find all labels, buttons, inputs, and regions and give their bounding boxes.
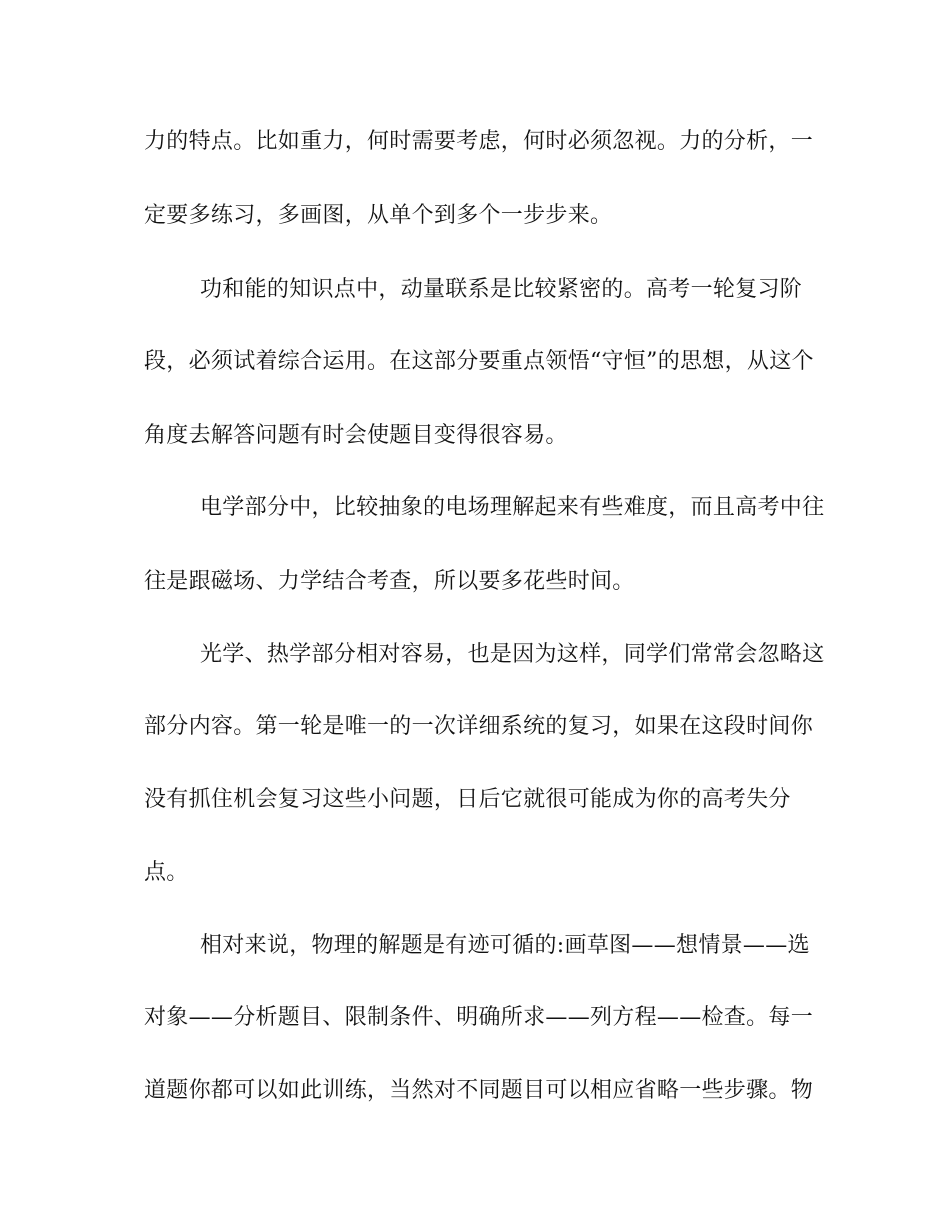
text-line: 对象——分析题目、限制条件、明确所求——列方程——检查。每一: [144, 1005, 814, 1030]
text-line: 部分内容。第一轮是唯一的一次详细系统的复习，如果在这段时间你: [144, 714, 814, 739]
paragraph-start-line: 电学部分中，比较抽象的电场理解起来有些难度，而且高考中往: [200, 495, 825, 520]
text-line: 点。: [144, 860, 189, 885]
text-line: 力的特点。比如重力，何时需要考虑，何时必须忽视。力的分析，一: [144, 129, 814, 154]
text-line: 没有抓住机会复习这些小问题，日后它就很可能成为你的高考失分: [144, 787, 791, 812]
paragraph-start-line: 光学、热学部分相对容易，也是因为这样，同学们常常会忽略这: [200, 642, 825, 667]
text-line: 定要多练习，多画图，从单个到多个一步步来。: [144, 203, 613, 228]
paragraph-start-line: 功和能的知识点中，动量联系是比较紧密的。高考一轮复习阶: [200, 277, 803, 302]
text-line: 道题你都可以如此训练，当然对不同题目可以相应省略一些步骤。物: [144, 1078, 814, 1103]
paragraph-start-line: 相对来说，物理的解题是有迹可循的:画草图——想情景——选: [200, 933, 810, 958]
text-line: 角度去解答问题有时会使题目变得很容易。: [144, 423, 568, 448]
text-line: 往是跟磁场、力学结合考查，所以要多花些时间。: [144, 569, 635, 594]
text-line: 段，必须试着综合运用。在这部分要重点领悟“守恒”的思想，从这个: [144, 349, 814, 374]
